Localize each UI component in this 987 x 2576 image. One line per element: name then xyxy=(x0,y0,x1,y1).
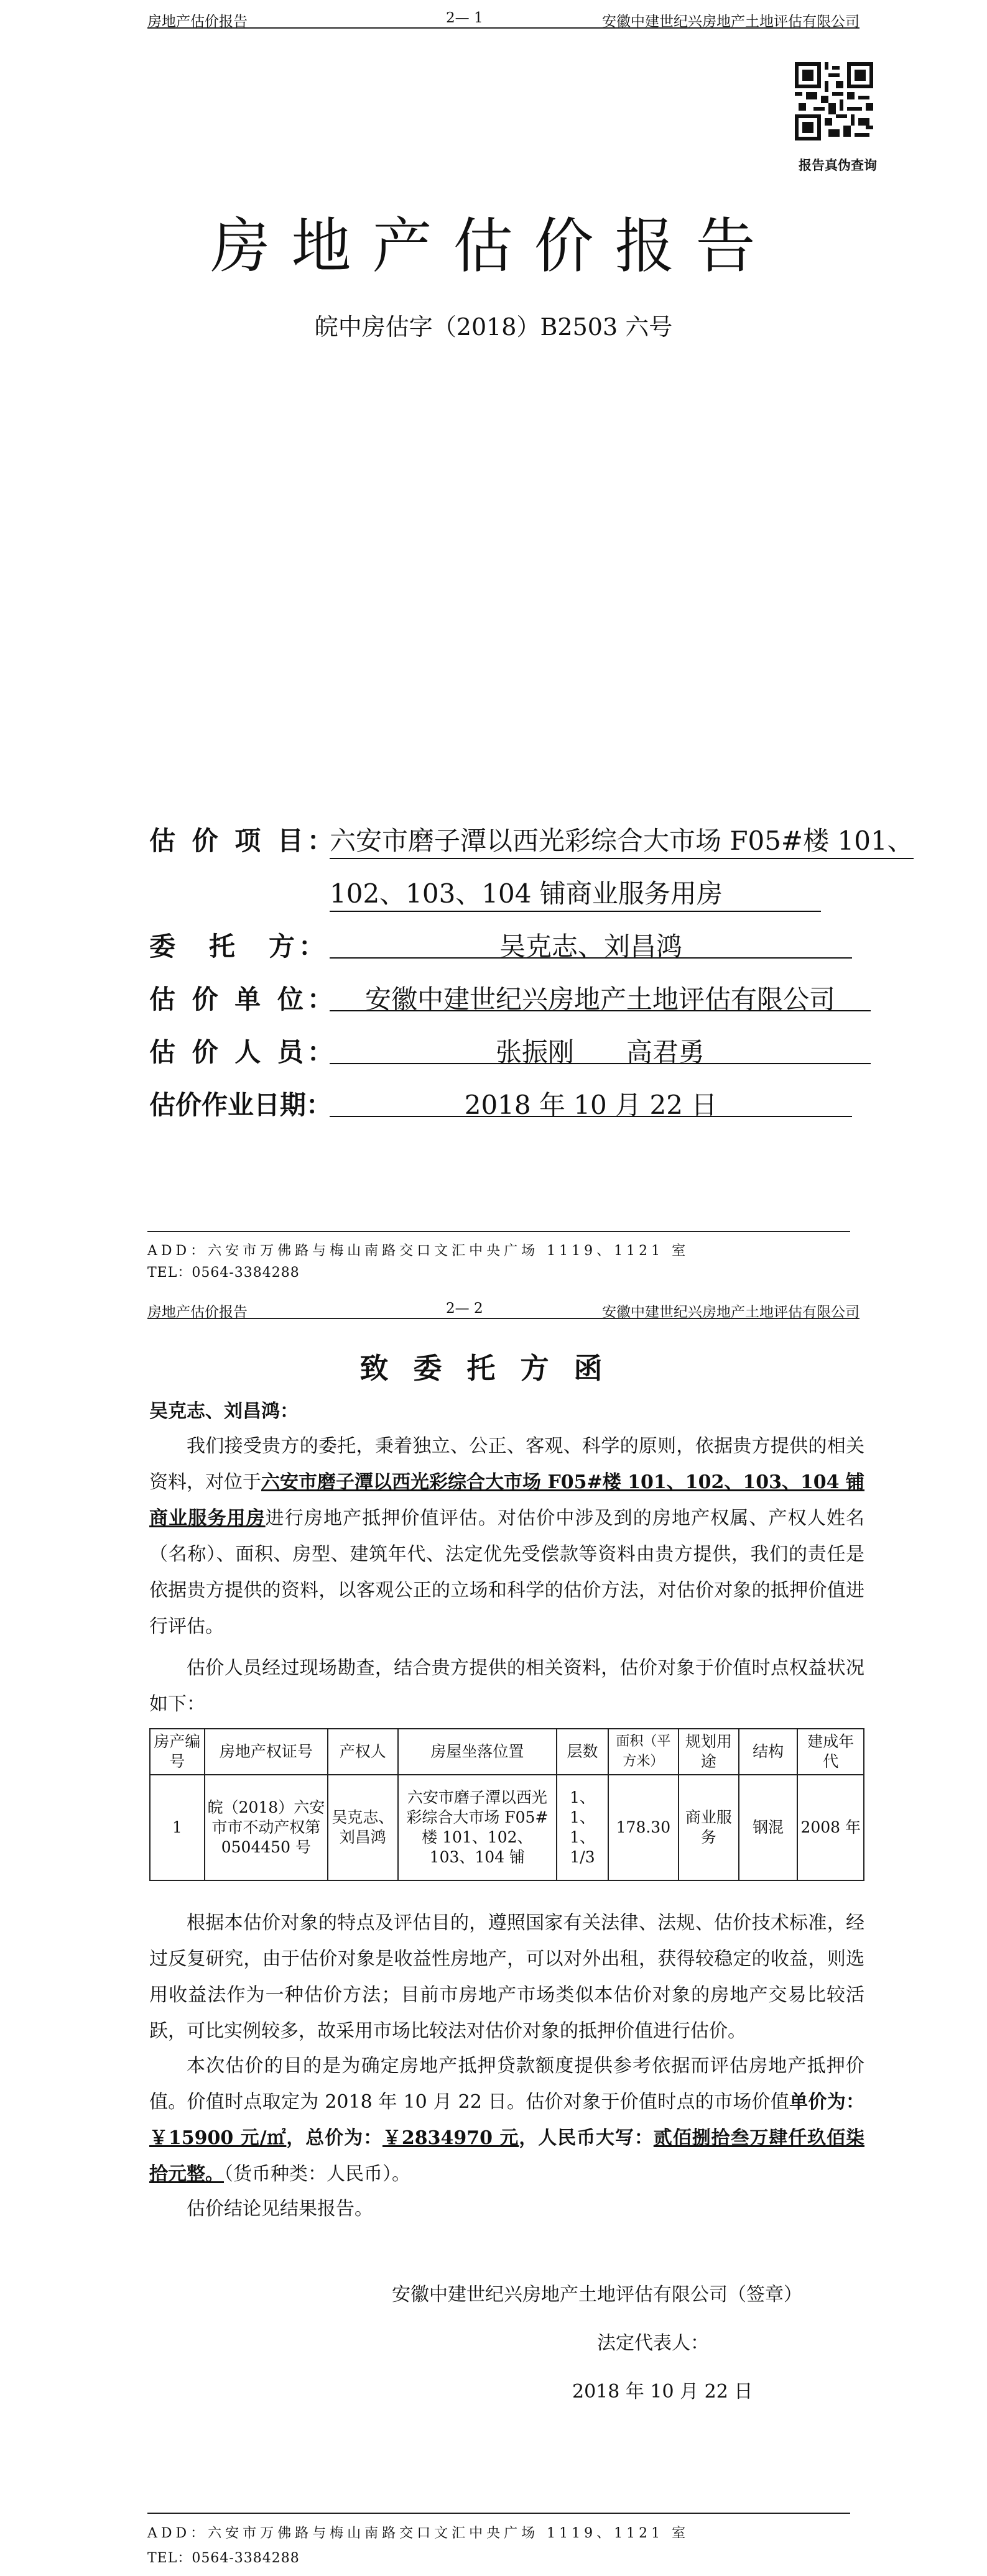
table-cell: 皖（2018）六安市市不动产权第 0504450 号 xyxy=(205,1775,328,1880)
total-price: ￥2834970 元 xyxy=(382,2127,519,2149)
property-address: 六安市磨子潭以西光彩综合大市场 F05#楼 101、102、103、104 铺商业服务用房 xyxy=(149,1471,865,1529)
header-company: 安徽中建世纪兴房地产土地评估有限公司 xyxy=(602,1304,860,1320)
footer-address: ADD：六安市万佛路与梅山南路交口文汇中央广场 1119、1121 室 xyxy=(147,2526,690,2541)
table-header: 建成年代 xyxy=(797,1729,864,1775)
field-client xyxy=(149,926,682,964)
letter-paragraph-1: 我们接受贵方的委托，秉着独立、公正、客观、科学的原则，依据贵方提供的相关资料，对位于六安市磨子潭以西光彩综合大市场 F05#楼 101、102、103、104 铺商业服务用房进行房地产抵押价值评估。对估价中涉及到的房地产权属、产权人姓名（名称）、面积、房型、建筑年代、法定优先受偿款等资料由贵方提供，我们的责任是依据贵方提供的资料，以客观公正的立场和科学的估价方法，对估价对象的抵押价值进行评估。 xyxy=(149,1435,865,1637)
field-value: 六安市磨子潭以西光彩综合大市场 F05#楼 101、 xyxy=(330,821,914,859)
letter-paragraph-2: 估价人员经过现场勘查，结合贵方提供的相关资料，估价对象于价值时点权益状况如下： xyxy=(149,1657,864,1715)
letter-paragraph-5: 估价结论见结果报告。 xyxy=(187,2198,373,2220)
sign-company: 安徽中建世纪兴房地产土地评估有限公司（签章） xyxy=(392,2284,802,2306)
footer-address: ADD：六安市万佛路与梅山南路交口文汇中央广场 1119、1121 室 xyxy=(147,1243,690,1259)
header-left: 房地产估价报告 xyxy=(147,14,248,30)
header-page-number: 2— 1 xyxy=(446,10,483,26)
field-label: 估 价 单 位： xyxy=(149,984,337,1014)
qr-code-icon[interactable] xyxy=(795,62,873,140)
footer-tel: TEL：0564-3384288 xyxy=(147,1265,300,1281)
header-left: 房地产估价报告 xyxy=(147,1304,248,1320)
field-project-cont xyxy=(149,873,723,909)
field-project xyxy=(149,821,914,858)
table-cell: 1、1、1、1/3 xyxy=(557,1775,608,1880)
report-title: 房地产估价报告 xyxy=(210,211,777,281)
sign-date: 2018 年 10 月 22 日 xyxy=(572,2381,753,2403)
letter-paragraph-4: 本次估价的目的是为确定房地产抵押贷款额度提供参考依据而评估房地产抵押价值。价值时点取定为 2018 年 10 月 22 日。估价对象于价值时点的市场价值单价为：￥15900 元/㎡，总价为：￥2834970 元，人民币大写：贰佰捌拾叁万肆仟玖佰柒拾元整。（货币种类：人民币）。 xyxy=(149,2055,864,2185)
field-label: 估价作业日期： xyxy=(149,1090,333,1120)
total-price-capital: 贰佰捌拾叁万肆仟玖佰柒拾元整。 xyxy=(149,2127,864,2185)
field-value: 2018 年 10 月 22 日 xyxy=(330,1085,852,1117)
page-header xyxy=(147,1300,860,1319)
table-cell: 商业服务 xyxy=(679,1775,739,1880)
field-date xyxy=(149,1085,718,1122)
sign-representative: 法定代表人： xyxy=(597,2332,709,2354)
report-number: 皖中房估字（2018）B2503 六号 xyxy=(314,313,673,341)
table-cell: 吴克志、刘昌鸿 xyxy=(328,1775,397,1880)
table-cell: 178.30 xyxy=(608,1775,679,1880)
footer-divider xyxy=(147,2513,850,2514)
footer-divider xyxy=(147,1231,850,1232)
page-header xyxy=(147,10,860,29)
property-table xyxy=(149,1728,864,1881)
header-page-number: 2— 2 xyxy=(446,1300,483,1317)
table-header: 层数 xyxy=(557,1729,608,1775)
letter-page xyxy=(0,1293,987,2576)
salutation: 吴克志、刘昌鸿： xyxy=(149,1401,299,1422)
table-header: 房产编号 xyxy=(150,1729,205,1775)
letter-title: 致委托方函 xyxy=(359,1351,628,1385)
table-header-row xyxy=(150,1729,864,1775)
field-label: 估 价 项 目： xyxy=(149,826,337,856)
header-company: 安徽中建世纪兴房地产土地评估有限公司 xyxy=(602,14,860,30)
table-cell: 2008 年 xyxy=(797,1775,864,1880)
table-header: 产权人 xyxy=(328,1729,397,1775)
unit-price: ￥15900 元/㎡ xyxy=(149,2127,287,2149)
footer-tel: TEL：0564-3384288 xyxy=(147,2551,300,2566)
field-value: 102、103、104 铺商业服务用房 xyxy=(330,873,821,912)
table-cell: 六安市磨子潭以西光彩综合大市场 F05#楼 101、102、103、104 铺 xyxy=(398,1775,557,1880)
field-appraiser-org xyxy=(149,979,835,1016)
field-label: 委 托 方： xyxy=(149,931,329,962)
field-value: 吴克志、刘昌鸿 xyxy=(330,926,852,959)
field-appraisers xyxy=(149,1032,705,1069)
table-cell: 1 xyxy=(150,1775,205,1880)
table-row xyxy=(150,1775,864,1880)
table-cell: 钢混 xyxy=(739,1775,798,1880)
qr-caption: 报告真伪查询 xyxy=(799,157,877,173)
table-header: 规划用途 xyxy=(679,1729,739,1775)
field-value: 安徽中建世纪兴房地产土地评估有限公司 xyxy=(330,979,871,1011)
table-header: 结构 xyxy=(739,1729,798,1775)
field-value: 张振刚 高君勇 xyxy=(330,1032,871,1064)
table-header: 房地产权证号 xyxy=(205,1729,328,1775)
table-header: 房屋坐落位置 xyxy=(398,1729,557,1775)
letter-paragraph-3: 根据本估价对象的特点及评估目的，遵照国家有关法律、法规、估价技术标准，经过反复研究，由于估价对象是收益性房地产，可以对外出租，获得较稳定的收益，则选用收益法作为一种估价方法；目前市房地产市场类似本估价对象的房地产交易比较活跃，可比实例较多，故采用市场比较法对估价对象的抵押价值进行估价。 xyxy=(149,1912,864,2042)
table-header: 面积（平方米） xyxy=(608,1729,679,1775)
field-label: 估 价 人 员： xyxy=(149,1037,337,1067)
